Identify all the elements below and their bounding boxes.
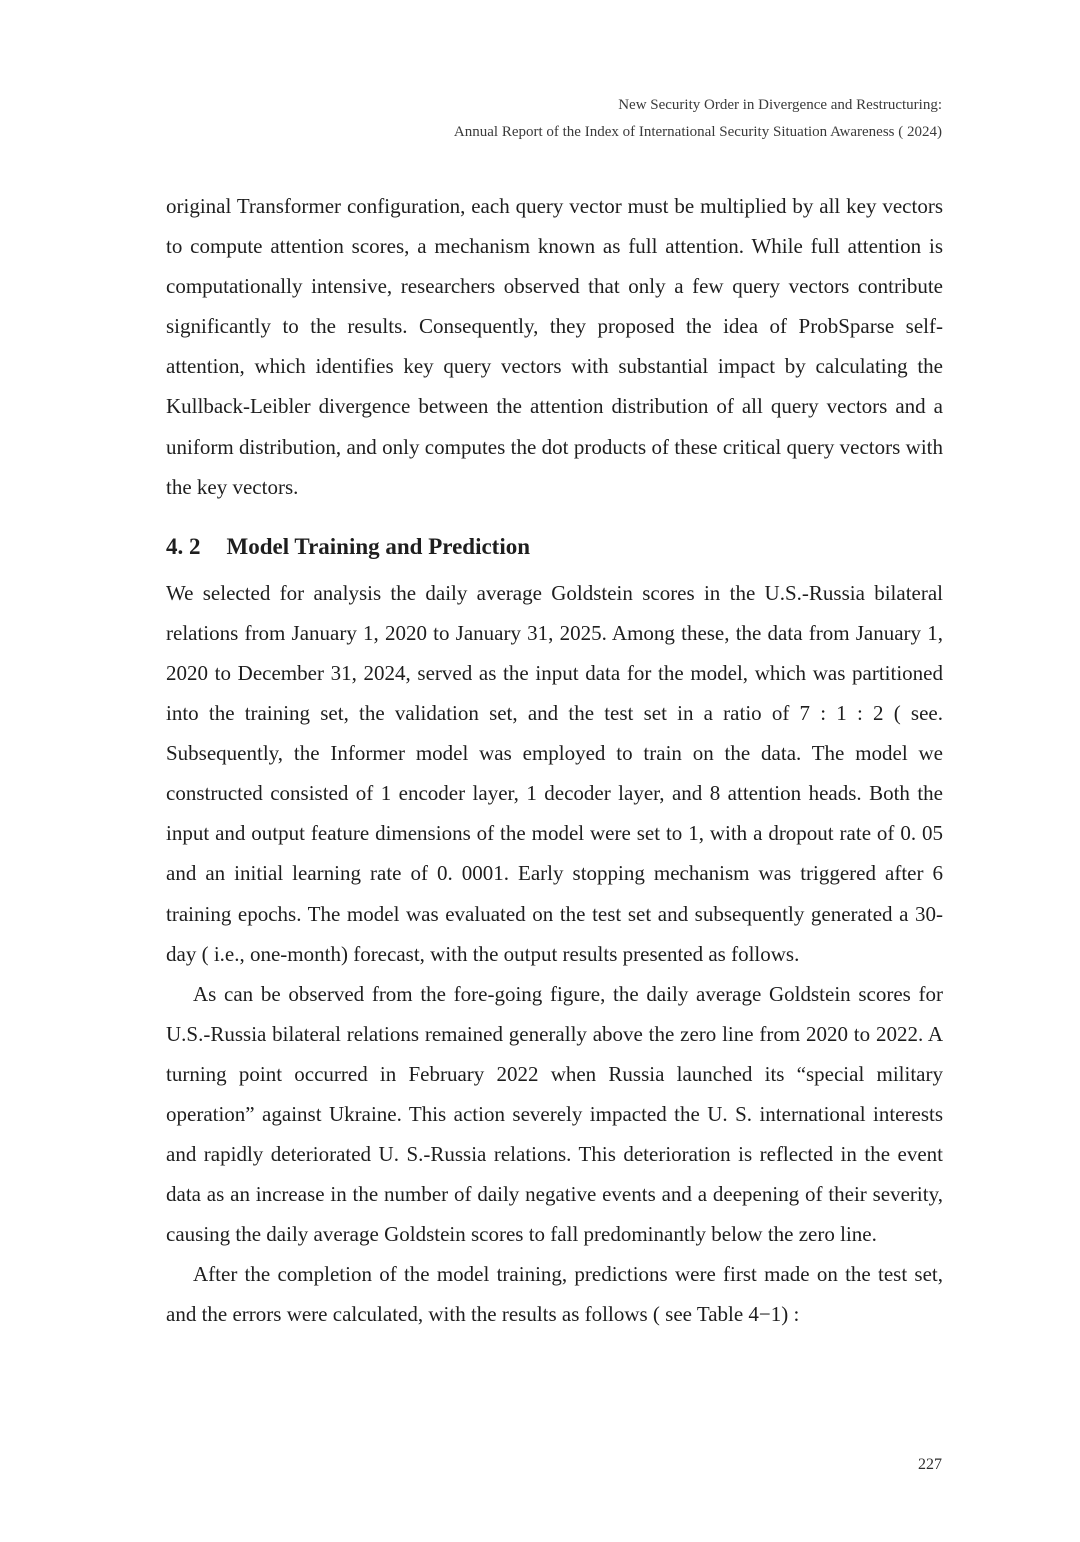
running-head-line-2: Annual Report of the Index of International Security Situation Awareness ( 2024) [453, 124, 942, 140]
page-number: 227 [918, 1456, 942, 1473]
running-head-line-1: New Security Order in Divergence and Restructuring: [618, 97, 942, 113]
section-title: Model Training and Prediction [226, 533, 531, 559]
body-paragraph-2: As can be observed from the fore-going figure, the daily average Goldstein scores for U.S.-Russia bilateral relations remained generally above the zero line from 2020 to 2022. A turning point occurred in February 2022 when Russia launched its “special military operation” against Ukraine. This action severely impacted the U. S. international interests and rapidly deteriorated U. S.-Russia relations. This deterioration is reflected in the event data as an increase in the number of daily negative events and a deepening of their severity, causing the daily average Goldstein scores to fall predominantly below the zero line. [166, 981, 943, 1247]
intro-paragraph: original Transformer configuration, each query vector must be multiplied by all key vectors to compute attention scores, a mechanism known as full attention. While full attention is computationally intensive, researchers observed that only a few query vectors contribute significantly to the results. Consequently, they proposed the idea of ProbSparse self-attention, which identifies key query vectors with substantial impact by calculating the Kullback-Leibler divergence between the attention distribution of all query vectors and a uniform distribution, and only computes the dot products of these critical query vectors with the key vectors. [166, 194, 943, 499]
body-paragraph-1: We selected for analysis the daily average Goldstein scores in the U.S.-Russia bilateral relations from January 1, 2020 to January 31, 2025. Among these, the data from January 1, 2020 to December 31, 2024, served as the input data for the model, which was partitioned into the training set, the validation set, and the test set in a ratio of 7 : 1 : 2 ( see. Subsequently, the Informer model was employed to train on the data. The model we constructed consisted of 1 encoder layer, 1 decoder layer, and 8 attention heads. Both the input and output feature dimensions of the model were set to 1, with a dropout rate of 0. 05 and an initial learning rate of 0. 0001. Early stopping mechanism was triggered after 6 training epochs. The model was evaluated on the test set and subsequently generated a 30-day ( i.e., one-month) forecast, with the output results presented as follows. [166, 580, 943, 966]
body-paragraph-3: After the completion of the model training, predictions were first made on the test set, and the errors were calculated, with the results as follows ( see Table 4−1) : [166, 1262, 943, 1327]
running-head [454, 92, 942, 146]
page-content [166, 186, 943, 1335]
section-heading [166, 529, 943, 565]
section-number: 4. 2 [166, 533, 201, 559]
